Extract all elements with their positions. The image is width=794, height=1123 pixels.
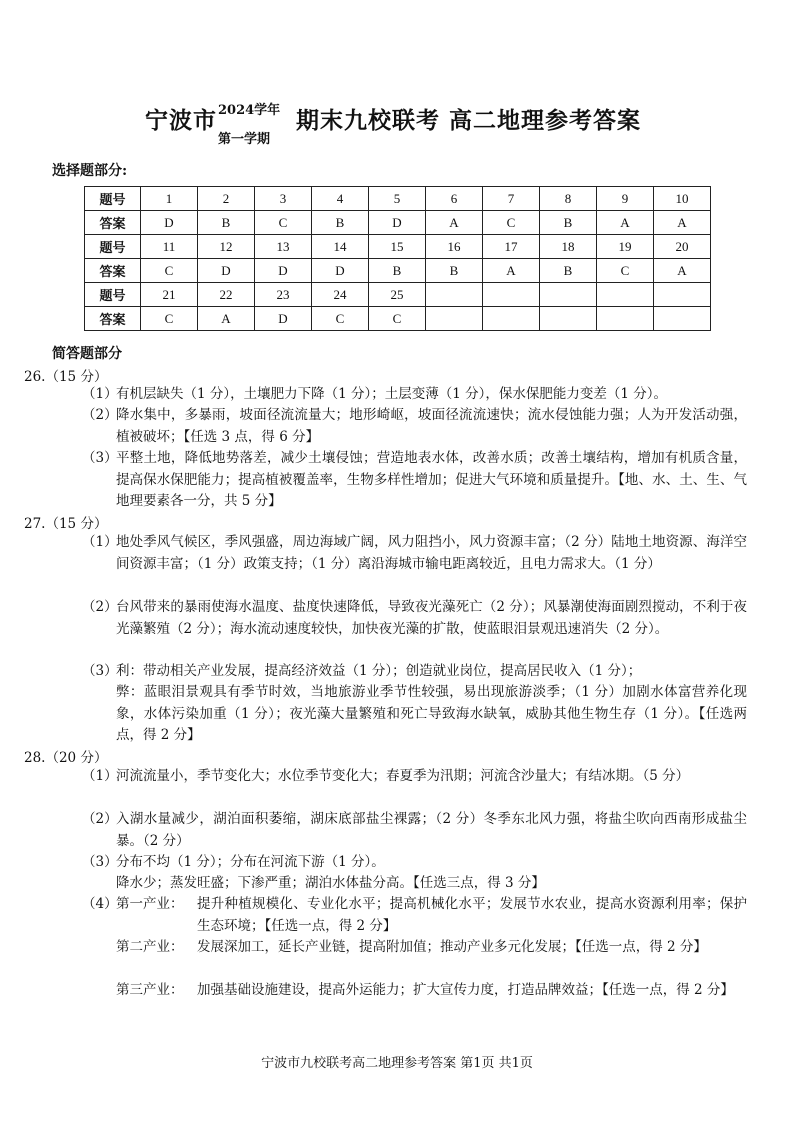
part-text: 河流流量小，季节变化大；水位季节变化大；春夏季为汛期；河流含沙量大；有结冰期。（5 分）	[116, 768, 690, 784]
question-number: 3	[255, 187, 312, 211]
answer-cell	[426, 307, 483, 331]
header-cell: 题号	[85, 283, 141, 307]
part-number: （3）	[82, 854, 118, 870]
part-text: 有机层缺失（1 分），土壤肥力下降（1 分）；土层变薄（1 分），保水保肥能力变差（1 分）。	[116, 386, 668, 402]
q28-part-3	[82, 852, 747, 874]
question-number: 22	[198, 283, 255, 307]
question-28-header: 28.（20 分）	[24, 750, 108, 766]
short-section-heading: 简答题部分	[52, 346, 122, 362]
answer-cell: D	[141, 211, 198, 235]
question-number: 5	[369, 187, 426, 211]
part-text: 降水少；蒸发旺盛；下渗严重；湖泊水体盐分高。【任选三点，得 3 分】	[116, 875, 545, 891]
header-cell: 答案	[85, 259, 141, 283]
part-number: （1）	[82, 768, 118, 784]
question-number: 7	[483, 187, 540, 211]
answer-cell: A	[483, 259, 540, 283]
answer-cell: A	[198, 307, 255, 331]
question-number: 14	[312, 235, 369, 259]
question-number: 17	[483, 235, 540, 259]
part-number: （4）	[82, 896, 118, 912]
part-text: 提升种植规模化、专业化水平；提高机械化水平；发展节水农业，提高水资源利用率；保护生态环境；【任选一点，得 2 分】	[197, 896, 747, 934]
q28-part-4-secondary	[82, 937, 747, 959]
page-footer: 宁波市九校联考高二地理参考答案 第1页 共1页	[261, 1056, 533, 1071]
question-number	[426, 283, 483, 307]
question-number: 24	[312, 283, 369, 307]
part-text: 地处季风气候区，季风强盛，周边海域广阔，风力阻挡小，风力资源丰富；（2 分）陆地土地资源、海洋空间资源丰富；（1 分）政策支持；（1 分）离沿海城市输电距离较近，且电力需求大。（1 分）	[116, 534, 747, 572]
part-text: 平整土地，降低地势落差，减少土壤侵蚀；营造地表水体，改善水质；改善土壤结构，增加有机质含量，提高保水保肥能力；提高植被覆盖率，生物多样性增加；促进大气环境和质量提升。【地、水、土、生、气地理要素各一分，共 5 分】	[116, 450, 747, 509]
industry-label: 第一产业：	[116, 896, 184, 912]
q27-part-1	[82, 532, 747, 575]
document-title	[0, 96, 794, 147]
industry-label: 第二产业：	[116, 939, 184, 955]
part-text: 降水集中，多暴雨，坡面径流流量大；地形崎岖，坡面径流流速快；流水侵蚀能力强；人为开发活动强，植被破坏；【任选 3 点，得 6 分】	[116, 407, 747, 445]
question-number: 8	[540, 187, 597, 211]
part-text: 发展深加工，延长产业链，提高附加值；推动产业多元化发展；【任选一点，得 2 分】	[197, 939, 707, 955]
question-number: 20	[654, 235, 711, 259]
title-city: 宁波市	[145, 107, 217, 134]
question-26-header: 26.（15 分）	[24, 369, 108, 385]
choice-section-heading: 选择题部分:	[52, 163, 128, 179]
question-number: 18	[540, 235, 597, 259]
answer-cell: D	[255, 259, 312, 283]
answer-cell	[540, 307, 597, 331]
answer-cell: B	[312, 211, 369, 235]
q28-part-4-primary	[82, 894, 747, 937]
answer-cell	[597, 307, 654, 331]
header-cell: 题号	[85, 187, 141, 211]
q28-part-3-cont	[82, 873, 747, 895]
answer-cell: A	[654, 259, 711, 283]
table-row	[85, 235, 711, 259]
question-number: 4	[312, 187, 369, 211]
answer-cell: C	[312, 307, 369, 331]
answer-cell: C	[255, 211, 312, 235]
question-number	[540, 283, 597, 307]
answer-cell: C	[597, 259, 654, 283]
answer-cell: A	[654, 211, 711, 235]
part-text: 入湖水量减少，湖泊面积萎缩，湖床底部盐尘裸露；（2 分）冬季东北风力强，将盐尘吹向西南形成盐尘暴。（2 分）	[116, 811, 747, 849]
table-row	[85, 283, 711, 307]
part-number: （2）	[82, 407, 118, 423]
question-number: 19	[597, 235, 654, 259]
answer-cell: D	[198, 259, 255, 283]
answer-cell: B	[540, 259, 597, 283]
part-number: （3）	[82, 663, 118, 679]
answer-cell	[654, 307, 711, 331]
table-row	[85, 211, 711, 235]
header-cell: 题号	[85, 235, 141, 259]
answer-cell: A	[426, 211, 483, 235]
question-number: 1	[141, 187, 198, 211]
q27-part-3-cont	[82, 682, 747, 747]
title-semester: 第一学期	[218, 132, 271, 147]
answer-cell: B	[369, 259, 426, 283]
question-number: 16	[426, 235, 483, 259]
answer-cell: D	[255, 307, 312, 331]
q27-part-3	[82, 661, 747, 683]
q26-part-3	[82, 448, 747, 513]
answer-cell: B	[198, 211, 255, 235]
table-row	[85, 307, 711, 331]
question-number: 6	[426, 187, 483, 211]
q26-part-2	[82, 405, 747, 448]
answer-cell: D	[369, 211, 426, 235]
q26-part-1	[82, 384, 747, 406]
question-number: 11	[141, 235, 198, 259]
industry-label: 第三产业：	[116, 982, 184, 998]
answer-cell: D	[312, 259, 369, 283]
part-text: 弊：蓝眼泪景观具有季节时效，当地旅游业季节性较强，易出现旅游淡季；（1 分）加剧水体富营养化现象，水体污染加重（1 分）；夜光藻大量繁殖和死亡导致海水缺氧，威胁其他生物生存（1 分）。【任选两点，得 2 分】	[116, 684, 747, 743]
part-text: 利：带动相关产业发展，提高经济效益（1 分）；创造就业岗位，提高居民收入（1 分）；	[116, 663, 642, 679]
part-text: 台风带来的暴雨使海水温度、盐度快速降低，导致夜光藻死亡（2 分）；风暴潮使海面剧烈搅动，不利于夜光藻繁殖（2 分）；海水流动速度较快，加快夜光藻的扩散，使蓝眼泪景观迅速消失（2 分）。	[116, 599, 747, 637]
question-number: 9	[597, 187, 654, 211]
answer-cell: B	[540, 211, 597, 235]
part-number: （2）	[82, 599, 118, 615]
answer-cell: C	[141, 259, 198, 283]
question-27-header: 27.（15 分）	[24, 516, 108, 532]
question-number	[483, 283, 540, 307]
part-number: （2）	[82, 811, 118, 827]
question-number: 15	[369, 235, 426, 259]
question-number: 25	[369, 283, 426, 307]
header-cell: 答案	[85, 307, 141, 331]
title-main: 期末九校联考 高二地理参考答案	[296, 107, 642, 134]
table-row	[85, 187, 711, 211]
question-number: 2	[198, 187, 255, 211]
answer-cell: C	[483, 211, 540, 235]
answer-cell: B	[426, 259, 483, 283]
question-number: 21	[141, 283, 198, 307]
title-year: 2024学年	[218, 103, 281, 118]
q28-part-2	[82, 809, 747, 852]
part-text: 分布不均（1 分）；分布在河流下游（1 分）。	[116, 854, 385, 870]
part-number: （1）	[82, 386, 118, 402]
part-number: （3）	[82, 450, 118, 466]
question-number: 12	[198, 235, 255, 259]
answer-cell: C	[369, 307, 426, 331]
q28-part-1	[82, 766, 747, 788]
answer-table	[84, 186, 711, 331]
table-row	[85, 259, 711, 283]
question-number: 23	[255, 283, 312, 307]
part-text: 加强基础设施建设，提高外运能力；扩大宣传力度，打造品牌效益；【任选一点，得 2 分】	[197, 982, 734, 998]
q28-part-4-tertiary	[82, 980, 747, 1002]
header-cell: 答案	[85, 211, 141, 235]
question-number	[597, 283, 654, 307]
q27-part-2	[82, 597, 747, 640]
question-number: 10	[654, 187, 711, 211]
question-number: 13	[255, 235, 312, 259]
answer-cell: C	[141, 307, 198, 331]
answer-cell	[483, 307, 540, 331]
part-number: （1）	[82, 534, 118, 550]
answer-cell: A	[597, 211, 654, 235]
question-number	[654, 283, 711, 307]
